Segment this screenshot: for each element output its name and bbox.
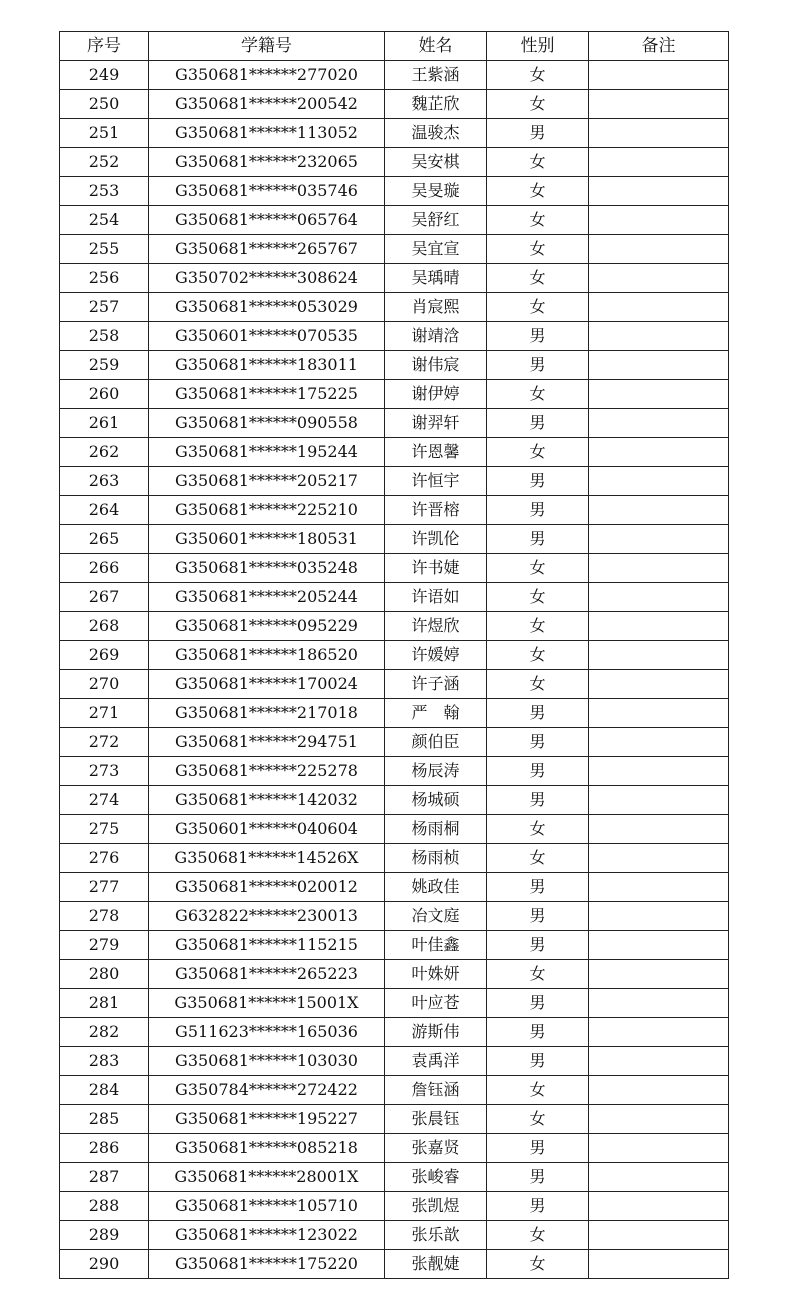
cell-student-id: G350681******28001X (149, 1163, 385, 1192)
cell-student-id: G350681******123022 (149, 1221, 385, 1250)
cell-student-id: G350681******277020 (149, 61, 385, 90)
cell-student-id: G350681******225278 (149, 757, 385, 786)
cell-serial-number: 278 (60, 902, 149, 931)
cell-name: 杨辰涛 (385, 757, 487, 786)
cell-serial-number: 256 (60, 264, 149, 293)
cell-serial-number: 250 (60, 90, 149, 119)
table-header (60, 32, 729, 61)
cell-name: 吴宜宣 (385, 235, 487, 264)
cell-remarks (589, 1163, 729, 1192)
cell-gender: 女 (487, 554, 589, 583)
cell-serial-number: 286 (60, 1134, 149, 1163)
cell-name: 许煜欣 (385, 612, 487, 641)
cell-serial-number: 280 (60, 960, 149, 989)
cell-student-id: G350681******115215 (149, 931, 385, 960)
table-row (60, 206, 729, 235)
cell-remarks (589, 525, 729, 554)
cell-remarks (589, 1105, 729, 1134)
cell-gender: 女 (487, 844, 589, 873)
cell-gender: 男 (487, 728, 589, 757)
cell-name: 谢靖浛 (385, 322, 487, 351)
cell-name: 叶佳鑫 (385, 931, 487, 960)
cell-name: 颜伯臣 (385, 728, 487, 757)
cell-student-id: G350681******232065 (149, 148, 385, 177)
table-row (60, 177, 729, 206)
cell-serial-number: 287 (60, 1163, 149, 1192)
cell-gender: 男 (487, 1163, 589, 1192)
header-student-id: 学籍号 (149, 32, 385, 61)
cell-name: 许恩馨 (385, 438, 487, 467)
table-row (60, 844, 729, 873)
cell-gender: 女 (487, 61, 589, 90)
cell-student-id: G350601******070535 (149, 322, 385, 351)
cell-remarks (589, 728, 729, 757)
cell-name: 严 翰 (385, 699, 487, 728)
cell-remarks (589, 1018, 729, 1047)
cell-gender: 女 (487, 380, 589, 409)
table-row (60, 1076, 729, 1105)
table-body (60, 61, 729, 1279)
cell-name: 吴旻璇 (385, 177, 487, 206)
cell-remarks (589, 699, 729, 728)
cell-serial-number: 252 (60, 148, 149, 177)
cell-remarks (589, 235, 729, 264)
cell-serial-number: 254 (60, 206, 149, 235)
cell-remarks (589, 757, 729, 786)
cell-serial-number: 284 (60, 1076, 149, 1105)
cell-name: 张靓婕 (385, 1250, 487, 1279)
table-row (60, 1192, 729, 1221)
header-name: 姓名 (385, 32, 487, 61)
cell-name: 张乐歆 (385, 1221, 487, 1250)
cell-gender: 男 (487, 1018, 589, 1047)
table-row (60, 670, 729, 699)
cell-remarks (589, 148, 729, 177)
table-row (60, 61, 729, 90)
cell-name: 詹钰涵 (385, 1076, 487, 1105)
table-row (60, 380, 729, 409)
cell-student-id: G350681******15001X (149, 989, 385, 1018)
table-row (60, 989, 729, 1018)
cell-remarks (589, 1250, 729, 1279)
table-row (60, 1250, 729, 1279)
cell-name: 许晋榕 (385, 496, 487, 525)
cell-gender: 女 (487, 90, 589, 119)
cell-gender: 男 (487, 1047, 589, 1076)
table-row (60, 264, 729, 293)
table-row (60, 409, 729, 438)
cell-student-id: G350681******105710 (149, 1192, 385, 1221)
cell-remarks (589, 409, 729, 438)
table-row (60, 293, 729, 322)
table-row (60, 699, 729, 728)
cell-student-id: G350681******090558 (149, 409, 385, 438)
cell-serial-number: 265 (60, 525, 149, 554)
cell-serial-number: 264 (60, 496, 149, 525)
cell-gender: 男 (487, 525, 589, 554)
cell-serial-number: 288 (60, 1192, 149, 1221)
table-row (60, 554, 729, 583)
cell-gender: 女 (487, 206, 589, 235)
cell-serial-number: 277 (60, 873, 149, 902)
header-remarks: 备注 (589, 32, 729, 61)
cell-gender: 女 (487, 264, 589, 293)
cell-name: 许媛婷 (385, 641, 487, 670)
cell-name: 许恒宇 (385, 467, 487, 496)
cell-student-id: G350702******308624 (149, 264, 385, 293)
cell-name: 吴安棋 (385, 148, 487, 177)
cell-serial-number: 271 (60, 699, 149, 728)
cell-serial-number: 268 (60, 612, 149, 641)
cell-student-id: G350681******175225 (149, 380, 385, 409)
table-row (60, 1105, 729, 1134)
cell-student-id: G350784******272422 (149, 1076, 385, 1105)
cell-serial-number: 251 (60, 119, 149, 148)
table-row (60, 728, 729, 757)
cell-student-id: G350681******265223 (149, 960, 385, 989)
cell-serial-number: 276 (60, 844, 149, 873)
cell-name: 张凯煜 (385, 1192, 487, 1221)
cell-serial-number: 272 (60, 728, 149, 757)
cell-serial-number: 285 (60, 1105, 149, 1134)
cell-student-id: G350681******035746 (149, 177, 385, 206)
table-row (60, 496, 729, 525)
student-roster-sheet (59, 31, 728, 1279)
table-row (60, 757, 729, 786)
cell-remarks (589, 1047, 729, 1076)
table-row (60, 873, 729, 902)
header-serial-number: 序号 (60, 32, 149, 61)
cell-serial-number: 283 (60, 1047, 149, 1076)
table-row (60, 322, 729, 351)
table-row (60, 1047, 729, 1076)
cell-remarks (589, 670, 729, 699)
cell-serial-number: 267 (60, 583, 149, 612)
cell-student-id: G350681******065764 (149, 206, 385, 235)
cell-serial-number: 275 (60, 815, 149, 844)
cell-name: 张嘉贤 (385, 1134, 487, 1163)
table-row (60, 1163, 729, 1192)
cell-name: 王紫涵 (385, 61, 487, 90)
cell-name: 谢伟宸 (385, 351, 487, 380)
cell-remarks (589, 1134, 729, 1163)
cell-student-id: G350681******265767 (149, 235, 385, 264)
cell-name: 谢伊婷 (385, 380, 487, 409)
cell-gender: 男 (487, 989, 589, 1018)
table-row (60, 815, 729, 844)
cell-name: 叶姝妍 (385, 960, 487, 989)
cell-name: 许书婕 (385, 554, 487, 583)
table-row (60, 148, 729, 177)
cell-gender: 男 (487, 931, 589, 960)
cell-remarks (589, 612, 729, 641)
cell-remarks (589, 960, 729, 989)
cell-gender: 女 (487, 148, 589, 177)
cell-student-id: G350681******217018 (149, 699, 385, 728)
cell-serial-number: 262 (60, 438, 149, 467)
table-row (60, 786, 729, 815)
cell-name: 许子涵 (385, 670, 487, 699)
cell-remarks (589, 351, 729, 380)
cell-student-id: G350681******183011 (149, 351, 385, 380)
cell-serial-number: 249 (60, 61, 149, 90)
table-row (60, 235, 729, 264)
cell-gender: 男 (487, 351, 589, 380)
cell-gender: 男 (487, 873, 589, 902)
cell-gender: 女 (487, 1221, 589, 1250)
cell-remarks (589, 438, 729, 467)
cell-name: 袁禹洋 (385, 1047, 487, 1076)
cell-student-id: G350681******225210 (149, 496, 385, 525)
cell-gender: 男 (487, 119, 589, 148)
cell-serial-number: 259 (60, 351, 149, 380)
cell-serial-number: 257 (60, 293, 149, 322)
cell-name: 杨城硕 (385, 786, 487, 815)
cell-remarks (589, 119, 729, 148)
cell-gender: 女 (487, 641, 589, 670)
cell-serial-number: 289 (60, 1221, 149, 1250)
table-row (60, 467, 729, 496)
cell-gender: 女 (487, 438, 589, 467)
cell-student-id: G350681******035248 (149, 554, 385, 583)
cell-gender: 男 (487, 902, 589, 931)
table-row (60, 612, 729, 641)
cell-gender: 女 (487, 960, 589, 989)
cell-gender: 女 (487, 293, 589, 322)
cell-serial-number: 281 (60, 989, 149, 1018)
cell-remarks (589, 496, 729, 525)
cell-serial-number: 274 (60, 786, 149, 815)
cell-gender: 女 (487, 612, 589, 641)
table-row (60, 90, 729, 119)
table-row (60, 902, 729, 931)
cell-gender: 女 (487, 670, 589, 699)
cell-remarks (589, 554, 729, 583)
header-gender: 性别 (487, 32, 589, 61)
cell-gender: 男 (487, 757, 589, 786)
table-row (60, 641, 729, 670)
cell-student-id: G350681******195244 (149, 438, 385, 467)
cell-student-id: G350681******113052 (149, 119, 385, 148)
cell-remarks (589, 467, 729, 496)
cell-remarks (589, 989, 729, 1018)
cell-gender: 女 (487, 583, 589, 612)
table-row (60, 1221, 729, 1250)
table-row (60, 1134, 729, 1163)
header-row (60, 32, 729, 61)
cell-serial-number: 270 (60, 670, 149, 699)
cell-remarks (589, 1192, 729, 1221)
cell-student-id: G350681******186520 (149, 641, 385, 670)
cell-gender: 女 (487, 177, 589, 206)
cell-serial-number: 253 (60, 177, 149, 206)
cell-student-id: G350681******205244 (149, 583, 385, 612)
cell-gender: 男 (487, 1192, 589, 1221)
cell-remarks (589, 583, 729, 612)
cell-remarks (589, 264, 729, 293)
cell-name: 叶应苍 (385, 989, 487, 1018)
cell-name: 吴瑀晴 (385, 264, 487, 293)
cell-student-id: G350681******294751 (149, 728, 385, 757)
cell-remarks (589, 322, 729, 351)
table-row (60, 438, 729, 467)
cell-serial-number: 273 (60, 757, 149, 786)
cell-name: 许凯伦 (385, 525, 487, 554)
cell-name: 许语如 (385, 583, 487, 612)
cell-remarks (589, 380, 729, 409)
cell-name: 张晨钰 (385, 1105, 487, 1134)
cell-name: 肖宸熙 (385, 293, 487, 322)
cell-serial-number: 263 (60, 467, 149, 496)
cell-remarks (589, 815, 729, 844)
cell-gender: 男 (487, 496, 589, 525)
cell-remarks (589, 641, 729, 670)
table-row (60, 351, 729, 380)
cell-student-id: G632822******230013 (149, 902, 385, 931)
cell-gender: 女 (487, 1076, 589, 1105)
cell-student-id: G350681******095229 (149, 612, 385, 641)
cell-serial-number: 255 (60, 235, 149, 264)
cell-remarks (589, 931, 729, 960)
cell-name: 吴舒红 (385, 206, 487, 235)
cell-name: 冶文庭 (385, 902, 487, 931)
cell-serial-number: 279 (60, 931, 149, 960)
cell-gender: 男 (487, 322, 589, 351)
cell-student-id: G350681******200542 (149, 90, 385, 119)
cell-remarks (589, 206, 729, 235)
cell-remarks (589, 786, 729, 815)
cell-remarks (589, 61, 729, 90)
cell-gender: 女 (487, 1250, 589, 1279)
cell-gender: 女 (487, 815, 589, 844)
cell-student-id: G350681******103030 (149, 1047, 385, 1076)
cell-serial-number: 261 (60, 409, 149, 438)
student-roster-table (59, 31, 729, 1279)
cell-remarks (589, 844, 729, 873)
cell-gender: 男 (487, 699, 589, 728)
cell-serial-number: 290 (60, 1250, 149, 1279)
cell-remarks (589, 1076, 729, 1105)
cell-remarks (589, 177, 729, 206)
cell-student-id: G350681******175220 (149, 1250, 385, 1279)
cell-name: 谢羿轩 (385, 409, 487, 438)
cell-serial-number: 269 (60, 641, 149, 670)
table-row (60, 525, 729, 554)
table-row (60, 931, 729, 960)
table-row (60, 1018, 729, 1047)
cell-student-id: G350681******142032 (149, 786, 385, 815)
cell-remarks (589, 873, 729, 902)
table-row (60, 960, 729, 989)
cell-name: 温骏杰 (385, 119, 487, 148)
cell-name: 杨雨桢 (385, 844, 487, 873)
cell-student-id: G350681******053029 (149, 293, 385, 322)
cell-gender: 男 (487, 467, 589, 496)
cell-name: 魏芷欣 (385, 90, 487, 119)
cell-gender: 男 (487, 409, 589, 438)
cell-student-id: G350681******085218 (149, 1134, 385, 1163)
cell-gender: 女 (487, 235, 589, 264)
cell-student-id: G350681******205217 (149, 467, 385, 496)
cell-name: 杨雨桐 (385, 815, 487, 844)
cell-remarks (589, 90, 729, 119)
cell-serial-number: 260 (60, 380, 149, 409)
cell-gender: 男 (487, 786, 589, 815)
cell-remarks (589, 1221, 729, 1250)
cell-serial-number: 258 (60, 322, 149, 351)
cell-student-id: G350601******180531 (149, 525, 385, 554)
cell-gender: 男 (487, 1134, 589, 1163)
cell-student-id: G350601******040604 (149, 815, 385, 844)
cell-serial-number: 266 (60, 554, 149, 583)
cell-name: 张峻睿 (385, 1163, 487, 1192)
cell-gender: 女 (487, 1105, 589, 1134)
cell-name: 游斯伟 (385, 1018, 487, 1047)
cell-name: 姚政佳 (385, 873, 487, 902)
cell-serial-number: 282 (60, 1018, 149, 1047)
cell-remarks (589, 902, 729, 931)
table-row (60, 119, 729, 148)
cell-student-id: G350681******020012 (149, 873, 385, 902)
cell-remarks (589, 293, 729, 322)
table-row (60, 583, 729, 612)
cell-student-id: G350681******14526X (149, 844, 385, 873)
cell-student-id: G350681******195227 (149, 1105, 385, 1134)
cell-student-id: G350681******170024 (149, 670, 385, 699)
cell-student-id: G511623******165036 (149, 1018, 385, 1047)
